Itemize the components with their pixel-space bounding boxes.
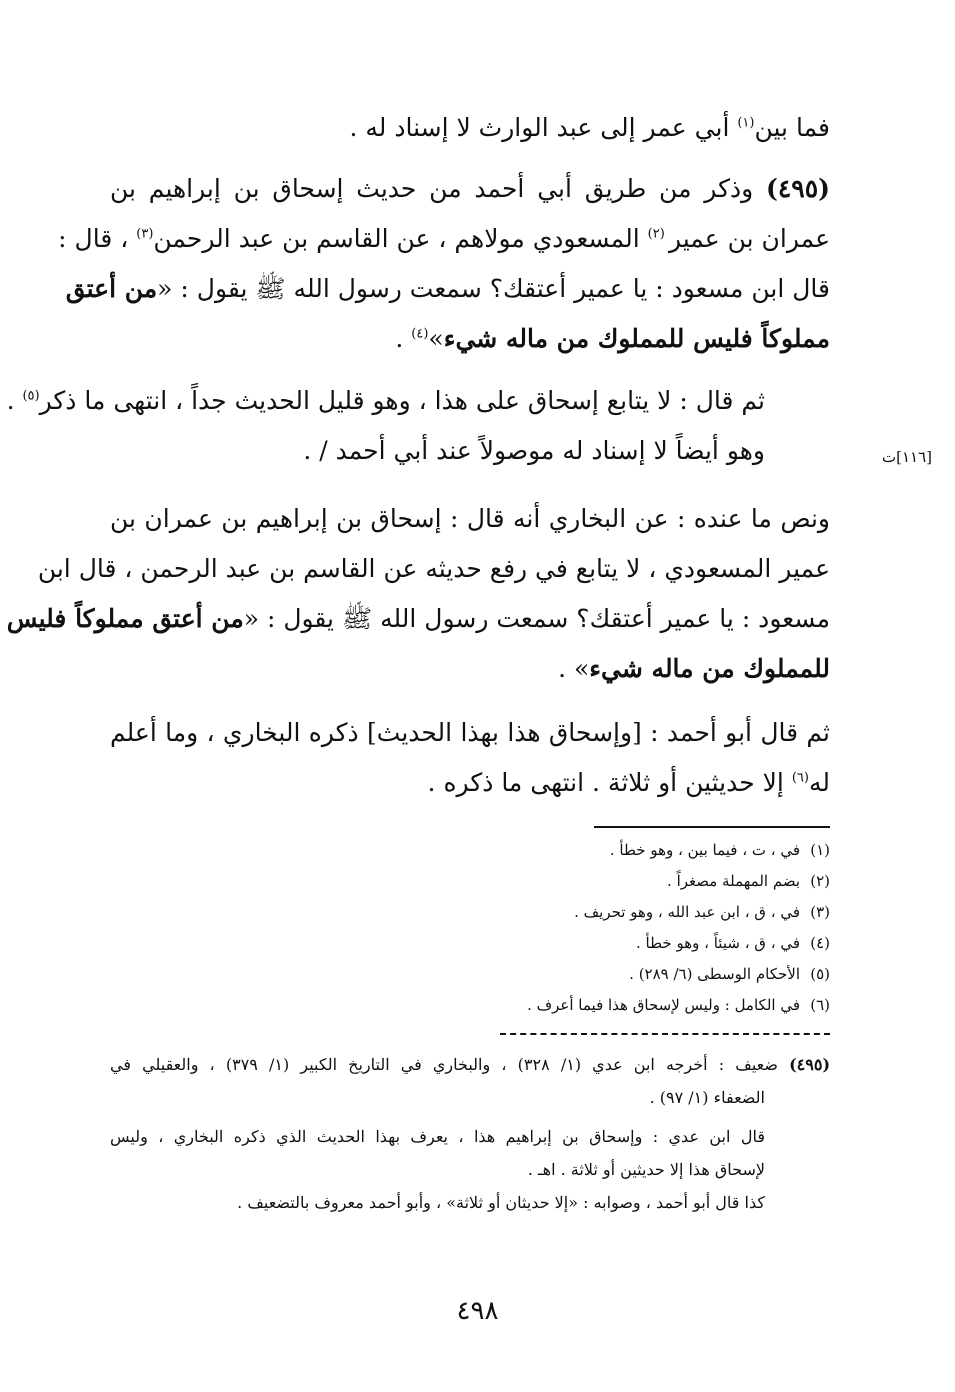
text-line: عمران بن عمير $^{(٢)}$ المسعودي مولاهم ، عن القاسم بن عبد الرحمن$^{(٣)}$ ، قال : (58, 224, 830, 253)
takhrij-separator (500, 1033, 830, 1035)
text-line: فما بين$^{(١)}$ أبي عمر إلى عبد الوارث لا إسناد له . (349, 113, 830, 142)
footnotes-list (500, 835, 830, 1021)
paragraph-4 (6, 494, 830, 694)
text-line: عمير المسعودي ، لا يتابع في رفع حديثه عن القاسم بن عبد الرحمن ، قال ابن (37, 554, 830, 583)
paragraph-1 (110, 103, 830, 153)
text-line: وهو أيضاً لا إسناد له موصولاً عند أبي أحمد / . (303, 436, 765, 465)
text-line: له$^{(٦)}$ إلا حديثين أو ثلاثة . انتهى ما ذكره . (427, 768, 830, 797)
hadith-number: (٤٩٥) (766, 174, 830, 203)
paragraph-2 (58, 164, 830, 364)
text-line: كذا قال أبو أحمد ، وصوابه : «إلا حديثان أو ثلاثة» ، وأبو أحمد معروف بالتضعيف . (237, 1193, 765, 1212)
footnote-separator (594, 826, 830, 828)
hadith-quote: من أعتق (65, 274, 158, 303)
text-line: ثم قال أبو أحمد : [وإسحاق هذا بهذا الحديث] ذكره البخاري ، وما أعلم (110, 718, 830, 747)
text-line: ثم قال : لا يتابع إسحاق على هذا ، وهو قليل الحديث جداً ، انتهى ما ذكر$^{(٥)}$ . (6, 386, 765, 415)
text-line: الضعفاء (١/ ٩٧) . (649, 1088, 765, 1107)
text-line: (٤٩٥) ضعيف : أخرجه ابن عدي (١/ ٣٢٨) ، والبخاري في التاريخ الكبير (١/ ٣٧٩) ، والعقيلي في (110, 1055, 831, 1074)
text-line: ونص ما عنده : عن البخاري أنه قال : إسحاق بن إبراهيم بن عمران بن (110, 504, 830, 533)
footnote-item: (٦)في الكامل : وليس لإسحاق هذا فيما أعرف . (527, 996, 830, 1014)
footnote-item: (١)في ، ت ، فيما بين ، وهو خطأ . (609, 841, 830, 859)
footnote-ref[interactable]: (٤) (411, 326, 429, 342)
text-line: لإسحاق هذا إلا حديثين أو ثلاثة . اهـ . (527, 1160, 765, 1179)
paragraph-5 (110, 708, 830, 808)
footnote-ref[interactable]: (٦) (791, 770, 809, 786)
hadith-quote: مملوكاً فليس للمملوك من ماله شيء (443, 324, 830, 353)
footnote-ref[interactable]: (١) (737, 115, 755, 131)
text-line: مملوكاً فليس للمملوك من ماله شيء»$^{(٤)}$ . (395, 324, 830, 353)
footnote-ref[interactable]: (٥) (22, 388, 40, 404)
manuscript-folio-note: [١١٦]ت (882, 448, 933, 466)
footnote-ref[interactable]: (٢) (647, 226, 669, 242)
paragraph-3 (6, 376, 830, 476)
text-line: (٤٩٥) وذكر من طريق أبي أحمد من حديث إسحاق بن إبراهيم بن (110, 174, 830, 203)
takhrij-section (110, 1048, 830, 1219)
page-number: ٤٩٨ (456, 1296, 499, 1326)
hadith-quote: للمملوك من ماله شيء (589, 654, 830, 683)
text-line: للمملوك من ماله شيء» . (558, 654, 830, 683)
hadith-quote: من أعتق مملوكاً فليس (6, 604, 244, 633)
hadith-number: (٤٩٥) (789, 1055, 831, 1074)
footnote-item: (٣)في ، ق ، ابن عبد الله ، وهو تحريف . (574, 903, 830, 921)
text-line: مسعود : يا عمير أعتقك؟ سمعت رسول الله ﷺ يقول : «من أعتق مملوكاً فليس (6, 604, 830, 633)
footnote-item: (٤)في ، ق ، شيئاً ، وهو خطأ . (636, 934, 830, 952)
text-line: قال ابن عدي : وإسحاق بن إبراهيم هذا ، يعرف بهذا الحديث الذي ذكره البخاري ، وليس (110, 1127, 765, 1146)
footnote-item: (٢)بضم المهملة مصغراً . (667, 872, 830, 890)
footnote-item: (٥)الأحكام الوسطى (٦/ ٢٨٩) . (629, 965, 830, 983)
footnote-ref[interactable]: (٣) (136, 226, 154, 242)
text-line: قال ابن مسعود : يا عمير أعتقك؟ سمعت رسول الله ﷺ يقول : «من أعتق (65, 274, 830, 303)
